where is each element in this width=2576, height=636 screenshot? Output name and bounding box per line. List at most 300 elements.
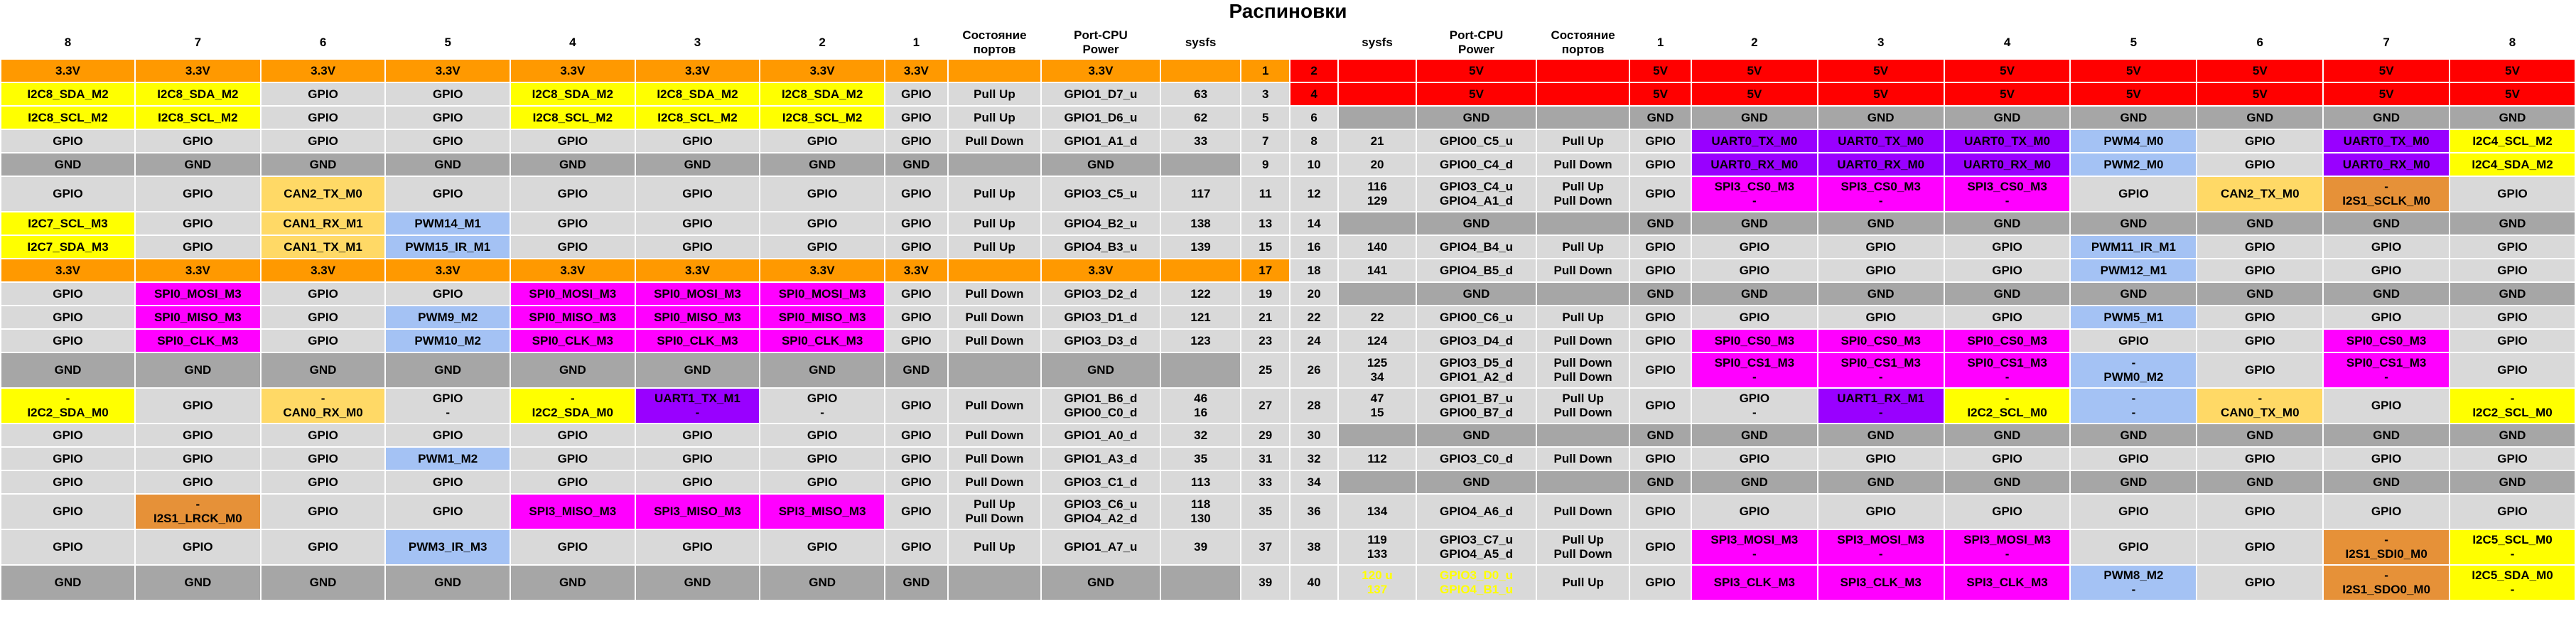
pin-cell: GPIO <box>135 529 261 565</box>
pin-cell: 37 <box>1241 529 1290 565</box>
pin-cell: 25 <box>1241 352 1290 388</box>
pin-cell: - I2C2_SCL_M0 <box>2450 388 2575 424</box>
pin-cell: GPIO <box>1691 259 1818 282</box>
pin-row <box>1 329 2575 352</box>
pin-cell: SPI3_CLK_M3 <box>1818 565 1944 600</box>
pin-cell: GPIO <box>2323 306 2450 329</box>
pin-cell: SPI0_CS0_M3 <box>1944 329 2071 352</box>
pin-cell: GPIO <box>885 129 948 153</box>
pin-row <box>1 494 2575 529</box>
pin-cell: GND <box>2323 470 2450 494</box>
pin-cell: GPIO <box>2323 447 2450 470</box>
pin-cell: 5V <box>1691 82 1818 106</box>
pin-cell: GND <box>1944 212 2071 235</box>
pin-cell: GPIO <box>2323 388 2450 424</box>
pin-cell: 5V <box>1416 59 1536 82</box>
pin-cell: 3.3V <box>510 259 635 282</box>
pin-cell: GPIO <box>261 106 386 129</box>
pin-cell: GPIO <box>2323 235 2450 259</box>
pin-cell: GPIO <box>2197 129 2323 153</box>
pin-cell: GND <box>510 352 635 388</box>
pin-cell: PWM12_M1 <box>2070 259 2197 282</box>
column-header: 3 <box>635 26 760 59</box>
pin-cell: GND <box>385 153 510 176</box>
pin-cell: 26 <box>1290 352 1338 388</box>
pin-cell: GND <box>1 153 135 176</box>
pin-cell: GPIO <box>1944 259 2071 282</box>
pin-cell: GPIO <box>2197 565 2323 600</box>
pin-cell: GND <box>1944 282 2071 306</box>
pin-cell: I2C8_SCL_M2 <box>635 106 760 129</box>
pin-cell: GPIO <box>760 176 885 212</box>
pin-cell: SPI3_CLK_M3 <box>1691 565 1818 600</box>
pin-cell: GPIO <box>1629 153 1691 176</box>
pin-cell: 5V <box>1629 82 1691 106</box>
pin-cell: GPIO <box>261 82 386 106</box>
pin-cell: GPIO <box>385 176 510 212</box>
pin-cell: Pull Down <box>948 388 1041 424</box>
pin-cell: Pull Up Pull Down <box>1536 529 1629 565</box>
pin-cell <box>948 153 1041 176</box>
pin-cell: GPIO <box>1629 388 1691 424</box>
pin-cell: GPIO <box>135 235 261 259</box>
pin-cell: GND <box>2070 212 2197 235</box>
pin-cell: GPIO <box>1629 565 1691 600</box>
pin-cell: SPI0_MISO_M3 <box>510 306 635 329</box>
pin-cell <box>1338 82 1416 106</box>
pin-cell: GPIO <box>885 424 948 447</box>
column-header: 6 <box>261 26 386 59</box>
pin-cell: GPIO <box>385 82 510 106</box>
pin-row <box>1 470 2575 494</box>
pin-cell: GPIO1_D6_u <box>1041 106 1160 129</box>
pin-cell <box>1338 282 1416 306</box>
pin-cell: GPIO <box>1629 306 1691 329</box>
pin-cell: 5V <box>2450 82 2575 106</box>
pin-cell: - I2S1_SCLK_M0 <box>2323 176 2450 212</box>
pin-cell: GPIO <box>2450 329 2575 352</box>
pin-cell: GPIO <box>760 470 885 494</box>
pin-cell: 13 <box>1241 212 1290 235</box>
pin-cell: 3.3V <box>1 259 135 282</box>
pin-cell: 33 <box>1160 129 1241 153</box>
pin-cell: GND <box>1944 470 2071 494</box>
pin-cell: GPIO <box>635 529 760 565</box>
pin-cell: GND <box>1629 282 1691 306</box>
pin-cell: 24 <box>1290 329 1338 352</box>
pin-cell: GPIO <box>885 106 948 129</box>
column-header: 6 <box>2197 26 2323 59</box>
pin-cell: GPIO <box>885 447 948 470</box>
pin-cell: GPIO4_B3_u <box>1041 235 1160 259</box>
pin-cell: UART0_TX_M0 <box>2323 129 2450 153</box>
pin-cell: GND <box>1416 424 1536 447</box>
pin-cell: GND <box>385 352 510 388</box>
pin-cell <box>948 59 1041 82</box>
pin-cell: GND <box>1944 424 2071 447</box>
pin-cell: Pull Up <box>948 82 1041 106</box>
pin-cell: 62 <box>1160 106 1241 129</box>
pin-cell: GPIO <box>261 424 386 447</box>
pin-cell: 3.3V <box>885 59 948 82</box>
pin-cell: PWM8_M2 - <box>2070 565 2197 600</box>
pin-cell: 32 <box>1160 424 1241 447</box>
pin-cell: 38 <box>1290 529 1338 565</box>
pin-row <box>1 176 2575 212</box>
pin-cell: GPIO3_D4_d <box>1416 329 1536 352</box>
pin-cell: GND <box>261 565 386 600</box>
pin-cell: GND <box>635 565 760 600</box>
pin-cell: 39 <box>1160 529 1241 565</box>
pin-cell: GND <box>2197 282 2323 306</box>
pin-cell: Pull Down <box>1536 447 1629 470</box>
pin-cell: 5V <box>2197 82 2323 106</box>
pin-cell: 5V <box>1944 59 2071 82</box>
pin-cell: GPIO <box>2450 235 2575 259</box>
pin-cell: - I2S1_LRCK_M0 <box>135 494 261 529</box>
pin-cell: 22 <box>1338 306 1416 329</box>
pin-cell: GND <box>385 565 510 600</box>
pin-row <box>1 306 2575 329</box>
pin-cell: SPI3_MOSI_M3 - <box>1818 529 1944 565</box>
pin-cell: 12 <box>1290 176 1338 212</box>
pin-cell: GPIO <box>510 129 635 153</box>
pin-cell <box>1536 470 1629 494</box>
pin-cell: GPIO <box>760 447 885 470</box>
pin-cell: PWM3_IR_M3 <box>385 529 510 565</box>
pin-cell: GPIO <box>261 529 386 565</box>
pin-cell: GPIO <box>2197 153 2323 176</box>
pin-cell: GPIO <box>760 212 885 235</box>
pin-cell: GPIO <box>635 129 760 153</box>
pin-cell <box>1536 106 1629 129</box>
pin-cell <box>1536 59 1629 82</box>
pin-cell: 141 <box>1338 259 1416 282</box>
pin-cell: GPIO <box>635 235 760 259</box>
pin-cell: GND <box>1041 352 1160 388</box>
column-header: Port-CPU Power <box>1416 26 1536 59</box>
pin-cell: CAN2_TX_M0 <box>2197 176 2323 212</box>
pin-cell: GND <box>1416 212 1536 235</box>
pin-cell: 5V <box>1691 59 1818 82</box>
pin-cell: 19 <box>1241 282 1290 306</box>
pin-cell: GPIO <box>261 306 386 329</box>
pin-cell: GND <box>1691 212 1818 235</box>
pin-cell: GND <box>2197 470 2323 494</box>
pin-cell: 123 <box>1160 329 1241 352</box>
pin-cell: Pull Up <box>948 235 1041 259</box>
pin-cell: GPIO <box>635 470 760 494</box>
pin-cell: 5V <box>1818 59 1944 82</box>
pin-cell: GPIO1_A1_d <box>1041 129 1160 153</box>
pin-cell: 3.3V <box>385 59 510 82</box>
column-header <box>1241 26 1290 59</box>
pin-cell: PWM11_IR_M1 <box>2070 235 2197 259</box>
pin-cell: GPIO <box>510 529 635 565</box>
pin-cell: 138 <box>1160 212 1241 235</box>
pin-cell: GND <box>1944 106 2071 129</box>
pin-cell: 2 <box>1290 59 1338 82</box>
pin-cell: 3.3V <box>885 259 948 282</box>
pin-cell: GPIO <box>1 306 135 329</box>
pin-cell: GPIO3_C4_u GPIO4_A1_d <box>1416 176 1536 212</box>
pin-cell: GPIO0_C4_d <box>1416 153 1536 176</box>
pin-row <box>1 212 2575 235</box>
pin-cell: 36 <box>1290 494 1338 529</box>
pin-cell: 139 <box>1160 235 1241 259</box>
pin-cell: GPIO <box>1 424 135 447</box>
column-header: Port-CPU Power <box>1041 26 1160 59</box>
pin-cell: GPIO4_A6_d <box>1416 494 1536 529</box>
pin-cell: Pull Up Pull Down <box>1536 388 1629 424</box>
pin-cell: GND <box>2197 424 2323 447</box>
pin-cell: GPIO <box>1629 129 1691 153</box>
pin-cell: GPIO <box>385 424 510 447</box>
pin-cell: GPIO <box>1 282 135 306</box>
pin-cell: PWM14_M1 <box>385 212 510 235</box>
pinout-rows <box>1 59 2575 600</box>
pin-cell: 33 <box>1241 470 1290 494</box>
pin-cell: GND <box>635 153 760 176</box>
pin-cell: GPIO4_B4_u <box>1416 235 1536 259</box>
pin-cell: GND <box>510 565 635 600</box>
pin-cell: GPIO <box>1818 259 1944 282</box>
column-header: 1 <box>885 26 948 59</box>
pin-cell <box>948 352 1041 388</box>
pin-cell: GPIO4_B5_d <box>1416 259 1536 282</box>
pin-cell: PWM9_M2 <box>385 306 510 329</box>
pin-cell: GPIO <box>1 470 135 494</box>
pin-cell: GPIO <box>1 129 135 153</box>
pin-cell: 3.3V <box>635 59 760 82</box>
pin-cell <box>1160 565 1241 600</box>
pin-cell: GPIO3_D2_d <box>1041 282 1160 306</box>
pin-cell: SPI0_CS0_M3 <box>1818 329 1944 352</box>
pin-cell: 23 <box>1241 329 1290 352</box>
pin-cell: GPIO <box>1629 447 1691 470</box>
pin-cell: GND <box>1691 282 1818 306</box>
pin-cell: PWM5_M1 <box>2070 306 2197 329</box>
pin-cell: GPIO <box>2450 259 2575 282</box>
pin-cell: GPIO <box>1 176 135 212</box>
pin-cell: GPIO <box>135 212 261 235</box>
pin-cell: UART1_TX_M1 - <box>635 388 760 424</box>
pin-cell: GPIO <box>2197 329 2323 352</box>
column-header: 1 <box>1629 26 1691 59</box>
pin-cell: GPIO <box>760 129 885 153</box>
pin-cell: GPIO <box>2197 259 2323 282</box>
pin-cell: GPIO <box>261 494 386 529</box>
pin-cell: GPIO <box>885 529 948 565</box>
pin-cell: GPIO <box>1818 235 1944 259</box>
pin-cell: GPIO <box>261 129 386 153</box>
pin-cell: GPIO <box>1944 306 2071 329</box>
pin-cell: Pull Down <box>1536 153 1629 176</box>
pin-cell: 7 <box>1241 129 1290 153</box>
pin-cell: SPI0_CLK_M3 <box>510 329 635 352</box>
pin-cell: GND <box>2197 212 2323 235</box>
pin-cell: 5V <box>2323 59 2450 82</box>
pin-cell: GND <box>1691 470 1818 494</box>
pin-cell: GND <box>2450 470 2575 494</box>
pin-cell: GPIO <box>885 329 948 352</box>
pin-cell: GPIO <box>2197 235 2323 259</box>
pin-cell: I2C8_SDA_M2 <box>135 82 261 106</box>
pin-cell: GND <box>2323 212 2450 235</box>
pin-cell: GPIO <box>2197 352 2323 388</box>
pin-cell: GND <box>135 565 261 600</box>
pin-cell: 3.3V <box>1041 59 1160 82</box>
pin-cell: GPIO <box>635 447 760 470</box>
pin-cell: GPIO <box>760 529 885 565</box>
pin-cell: Pull Down <box>948 470 1041 494</box>
pin-cell: Pull Up <box>1536 306 1629 329</box>
pin-cell: UART0_RX_M0 <box>2323 153 2450 176</box>
pin-cell: 120 u 137 <box>1338 565 1416 600</box>
pin-row <box>1 82 2575 106</box>
pin-cell: GND <box>1 352 135 388</box>
pin-cell: UART0_TX_M0 <box>1818 129 1944 153</box>
pin-row <box>1 352 2575 388</box>
pin-cell: 3.3V <box>510 59 635 82</box>
pin-cell: I2C8_SDA_M2 <box>510 82 635 106</box>
pin-cell: GPIO - <box>385 388 510 424</box>
pin-cell: SPI3_CS0_M3 - <box>1691 176 1818 212</box>
pin-cell: 3.3V <box>135 59 261 82</box>
pin-cell: GPIO <box>2070 447 2197 470</box>
pin-cell: SPI0_MOSI_M3 <box>510 282 635 306</box>
pin-cell: 116 129 <box>1338 176 1416 212</box>
pin-cell: GPIO3_D0_u GPIO4_B1_u <box>1416 565 1536 600</box>
pin-cell: - I2S1_SDO0_M0 <box>2323 565 2450 600</box>
pin-cell: GPIO <box>760 424 885 447</box>
pin-row <box>1 424 2575 447</box>
pin-cell: GPIO <box>2070 529 2197 565</box>
pin-cell: GPIO <box>2450 176 2575 212</box>
pin-cell: GPIO <box>1629 176 1691 212</box>
pin-cell: GND <box>1691 424 1818 447</box>
column-header: 5 <box>385 26 510 59</box>
pin-cell: UART0_RX_M0 <box>1691 153 1818 176</box>
pin-cell <box>1536 212 1629 235</box>
pin-cell <box>948 565 1041 600</box>
pin-cell: Pull Down <box>948 329 1041 352</box>
pin-cell: 18 <box>1290 259 1338 282</box>
pin-cell: 5V <box>2323 82 2450 106</box>
pin-cell: 39 <box>1241 565 1290 600</box>
pin-cell: GPIO3_C6_u GPIO4_A2_d <box>1041 494 1160 529</box>
pin-row <box>1 447 2575 470</box>
pin-cell: GPIO - <box>760 388 885 424</box>
pin-cell: 5V <box>2070 59 2197 82</box>
pin-cell <box>1160 153 1241 176</box>
pin-cell: SPI3_CS0_M3 - <box>1944 176 2071 212</box>
pin-cell: GND <box>2070 470 2197 494</box>
pin-cell: GND <box>885 153 948 176</box>
pin-cell: Pull Up <box>948 176 1041 212</box>
pin-cell: GPIO3_D3_d <box>1041 329 1160 352</box>
pin-cell: SPI0_MOSI_M3 <box>135 282 261 306</box>
pin-cell: I2C7_SDA_M3 <box>1 235 135 259</box>
pin-cell: - I2C2_SCL_M0 <box>1944 388 2071 424</box>
pin-cell: GPIO <box>2450 352 2575 388</box>
pin-cell: 20 <box>1290 282 1338 306</box>
pin-cell: PWM15_IR_M1 <box>385 235 510 259</box>
pin-cell: Pull Down <box>1536 329 1629 352</box>
pin-cell: GPIO <box>635 212 760 235</box>
pinout-table <box>0 26 2576 601</box>
pin-cell: GPIO <box>510 470 635 494</box>
pin-cell: GPIO1_B7_u GPIO0_B7_d <box>1416 388 1536 424</box>
pin-cell: GPIO <box>2450 494 2575 529</box>
pin-cell: 125 34 <box>1338 352 1416 388</box>
pin-cell: GPIO3_C7_u GPIO4_A5_d <box>1416 529 1536 565</box>
pin-cell: GPIO1_B6_d GPIO0_C0_d <box>1041 388 1160 424</box>
pin-cell: 5V <box>1416 82 1536 106</box>
pin-cell <box>1160 59 1241 82</box>
pin-cell: GPIO <box>885 306 948 329</box>
pin-cell: Pull Up Pull Down <box>948 494 1041 529</box>
pin-cell: GPIO <box>135 176 261 212</box>
pin-cell: GPIO <box>885 212 948 235</box>
pin-cell: GND <box>885 352 948 388</box>
pin-cell: 34 <box>1290 470 1338 494</box>
pin-row <box>1 235 2575 259</box>
pin-cell: SPI0_CLK_M3 <box>760 329 885 352</box>
pin-cell: 3.3V <box>261 259 386 282</box>
pin-cell: SPI0_MOSI_M3 <box>635 282 760 306</box>
pin-cell <box>1160 259 1241 282</box>
pin-cell: Pull Down Pull Down <box>1536 352 1629 388</box>
pin-cell: GPIO <box>885 470 948 494</box>
pin-cell: 3 <box>1241 82 1290 106</box>
pin-cell: GPIO <box>1691 235 1818 259</box>
pin-cell: SPI0_CS1_M3 - <box>1944 352 2071 388</box>
pin-cell: GPIO <box>510 424 635 447</box>
pin-cell <box>1338 59 1416 82</box>
pin-cell: SPI3_MISO_M3 <box>510 494 635 529</box>
pin-cell: CAN2_TX_M0 <box>261 176 386 212</box>
pin-cell: GPIO <box>885 235 948 259</box>
pin-row <box>1 529 2575 565</box>
pin-cell: 117 <box>1160 176 1241 212</box>
pin-cell: GPIO <box>1 529 135 565</box>
pin-cell: CAN1_RX_M1 <box>261 212 386 235</box>
pin-cell <box>1536 282 1629 306</box>
pin-cell: 3.3V <box>760 259 885 282</box>
pin-cell: 46 16 <box>1160 388 1241 424</box>
pin-cell: - - <box>2070 388 2197 424</box>
pin-cell: GPIO3_C1_d <box>1041 470 1160 494</box>
pin-cell: GND <box>1416 106 1536 129</box>
pin-cell: Pull Up <box>948 106 1041 129</box>
pin-cell: PWM2_M0 <box>2070 153 2197 176</box>
pin-cell: GPIO <box>135 470 261 494</box>
pin-cell: Pull Up <box>1536 235 1629 259</box>
pin-cell: GND <box>1818 424 1944 447</box>
pin-cell: 21 <box>1338 129 1416 153</box>
pin-cell: Pull Down <box>948 447 1041 470</box>
pin-cell: GPIO <box>135 388 261 424</box>
pin-cell: 5V <box>1629 59 1691 82</box>
pin-cell: GPIO <box>1 329 135 352</box>
pin-cell: 5V <box>2197 59 2323 82</box>
pin-cell: SPI0_CLK_M3 <box>635 329 760 352</box>
pin-cell: GPIO <box>1944 494 2071 529</box>
pin-cell: GPIO <box>1944 235 2071 259</box>
pin-cell: GPIO <box>261 470 386 494</box>
pin-cell: SPI0_MISO_M3 <box>760 306 885 329</box>
